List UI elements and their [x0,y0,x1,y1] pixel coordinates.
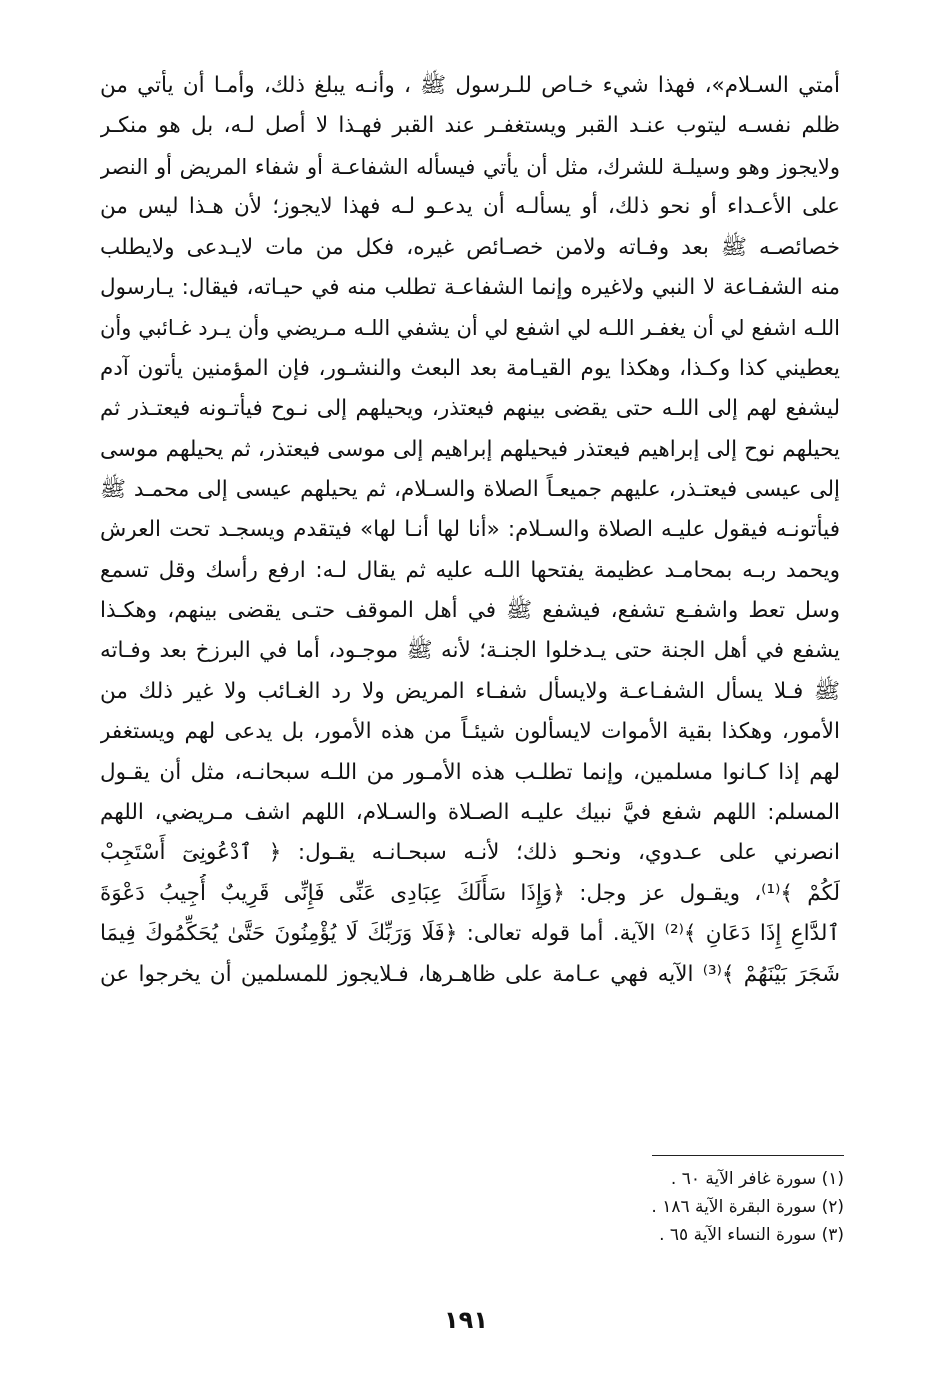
text-line: لَكُمْ ﴾⁽¹⁾، ويقـول عز وجل: ﴿وَإِذَا سَأَلَكَ عِبَادِى عَنِّى فَإِنِّى قَرِيبٌ أُجِيبُ دَعْوَةَ [100,880,840,906]
text-line: ﷺ فـلا يسأل الشفـاعـة ولايسأل شفـاء المريض ولا رد الغـائب ولا غير ذلك من [100,678,840,704]
text-line: ولايجوز وهو وسيلـة للشرك، مثل أن يأتي فيسأله الشفاعـة أو شفاء المريض أو النصر [100,154,840,179]
text-line: اللـه اشفع لي أن يغفـر اللـه لي اشفع لي أن يشفي اللـه مـريضي وأن يـرد غـائبي وأن [100,316,840,341]
text-line: يعطيني كذا وكـذا، وهكذا يوم القيـامة بعد البعث والنشـور، فإن المؤمنين يأتون آدم [100,355,840,381]
text-line: على الأعـداء أو نحو ذلك، أو يسألـه أن يدعـو لـه فهذا لايجوز؛ لأن هـذا ليس من [100,194,840,220]
text-line: فيأتونـه فيقول عليـه الصلاة والسـلام: «أنا لها أنـا لها» فيتقدم ويسجـد تحت العرش [100,517,840,543]
text-line: الأمور، وهكذا بقية الأموات لايسألون شيئـاً من هذه الأمور، بل يدعى لهم ويستغفر [100,719,840,745]
page-number: ١٩١ [444,1306,488,1334]
footnote-divider [652,1155,844,1156]
text-line: المسلم: اللهم شفع فيَّ نبيك عليـه الصـلاة والسـلام، اللهم اشف مـريضي، اللهم [100,800,840,826]
body-text [100,66,840,995]
text-line: ظلم نفسـه ليتوب عنـد القبر ويستغفـر عند القبر فهـذا لا أصل لـه، بل هو منكـر [100,113,840,139]
footnote-item: (٣) سورة النساء الآية ٦٥ . [659,1225,844,1245]
text-line: وسل تعط واشفـع تشفع، فيشفع ﷺ في أهل الموقف حتـى يقضى بينهم، وهكـذا [100,598,840,624]
text-line: انصرني على عـدوي، ونحـو ذلك؛ لأنـه سبحـانـه يقـول: ﴿ ٱدْعُونِىٓ أَسْتَجِبْ [100,840,840,866]
text-line: منه الشفـاعة لا النبي ولاغيره وإنما الشفاعـة تطلب منه في حيـاته، فيقال: يـارسول [100,274,840,300]
footnote-item: (١) سورة غافر الآية ٦٠ . [670,1169,844,1189]
text-line: خصائصـه ﷺ بعد وفـاته ولامن خصـائص غيره، فكل من مات لايـدعى ولايطلب [100,234,840,260]
text-line: إلى عيسى فيعتـذر، عليهم جميعـاً الصلاة والسـلام، ثم يحيلهم عيسى إلى محمـد ﷺ [100,476,840,502]
text-line: أمتي السـلام»، فهذا شيء خـاص للـرسول ﷺ ، وأنـه يبلغ ذلك، وأمـا أن يأتي من [100,73,840,98]
text-line: ٱلدَّاعِ إِذَا دَعَانِ ﴾⁽²⁾ الآية. أما قوله تعالى: ﴿فَلَا وَرَبِّكَ لَا يُؤْمِنُونَ حَتَّىٰ يُحَكِّمُوكَ فِيمَا [100,921,840,947]
footnotes [500,1165,844,1249]
text-line: ليشفع لهم إلى اللـه حتى يقضى بينهم فيعتذر، ويحيلهم إلى نـوح فيأتـونه فيعتـذر ثم [100,396,840,422]
footnote-item: (٢) سورة البقرة الآية ١٨٦ . [651,1197,844,1217]
text-line: لهم إذا كـانوا مسلمين، وإنما تطلـب هذه الأمـور من اللـه سبحانـه، مثل أن يقـول [100,759,840,785]
text-line: شَجَرَ بَيْنَهُمْ ﴾⁽³⁾ الآيه فهي عـامة على ظاهـرها، فـلايجوز للمسلمين أن يخرجوا عن [100,961,840,987]
text-line: يشفع في أهل الجنة حتى يـدخلوا الجنـة؛ لأنه ﷺ موجـود، أما في البرزخ بعد وفـاته [100,638,840,664]
text-line: ويحمد ربـه بمحامـد عظيمة يفتحها اللـه عليه ثم يقال لـه: ارفع رأسك وقل تسمع [100,557,840,583]
text-line: يحيلهم نوح إلى إبراهيم فيعتذر فيحيلهم إبراهيم إلى موسى فيعتذر، ثم يحيلهم موسى [100,436,840,462]
